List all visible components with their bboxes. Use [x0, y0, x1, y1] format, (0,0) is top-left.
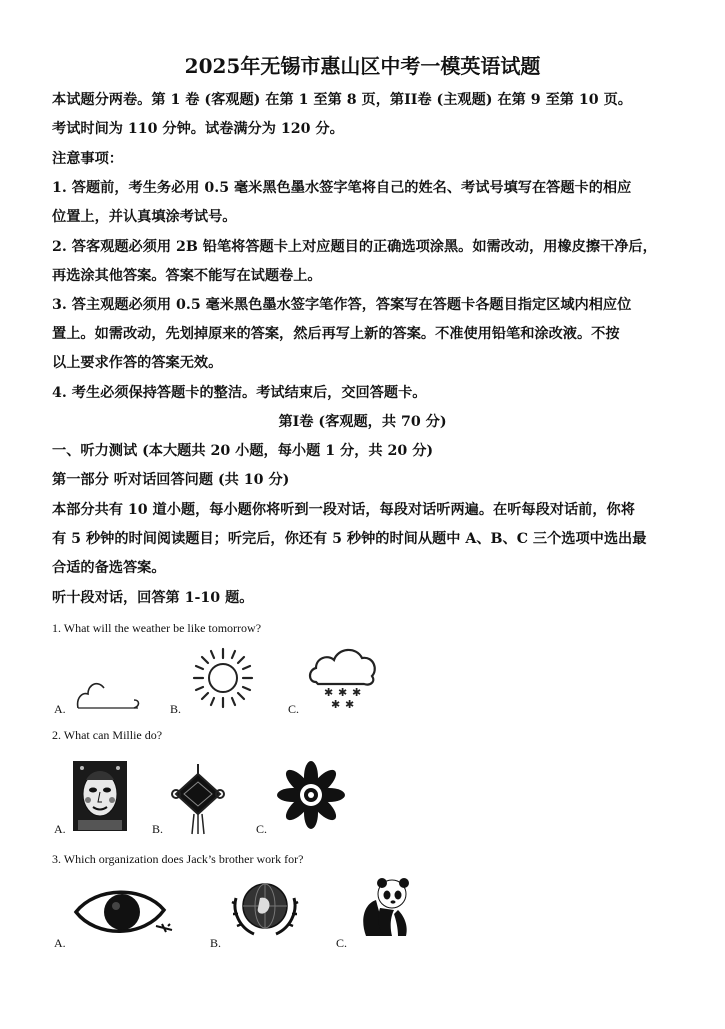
- option-label: C.: [336, 936, 348, 950]
- option-label: A.: [54, 936, 66, 950]
- option-label: B.: [170, 702, 182, 716]
- svg-text:✱: ✱: [331, 698, 341, 710]
- subsection1-desc: 本部分共有 10 道小题，每小题你将听到一段对话，每段对话听两遍。在听每段对话前，你将: [52, 502, 635, 518]
- notice-line: 1. 答题前，考生务必用 0.5 毫米黑色墨水签字笔将自己的姓名、考试号填写在答题卡的相应: [52, 180, 632, 196]
- cloud-icon: [74, 672, 146, 714]
- panda-logo-icon: [354, 876, 416, 940]
- page-title: 2025年无锡市惠山区中考一模英语试题: [184, 54, 541, 78]
- diamond-knot-icon: [170, 764, 226, 836]
- intro-line-1: 本试题分两卷。第 1 卷 (客观题) 在第 1 至第 8 页，第II卷 (主观题) 在第 9 至第 10 页。: [52, 92, 632, 108]
- question-2-text: 2. What can Millie do?: [52, 728, 163, 742]
- subsection1-desc: 合适的备选答案。: [52, 560, 166, 576]
- face-painting-icon: [72, 760, 128, 832]
- notice-heading: 注意事项：: [52, 151, 123, 167]
- option-label: A.: [54, 702, 66, 716]
- notice-line: 再选涂其他答案。答案不能写在试题卷上。: [52, 268, 322, 284]
- subsection1-title: 第一部分 听对话回答问题 (共 10 分): [52, 472, 290, 488]
- listen-instruction: 听十段对话，回答第 1-10 题。: [52, 590, 254, 606]
- option-label: C.: [288, 702, 300, 716]
- question-1-text: 1. What will the weather be like tomorrow?: [52, 621, 262, 635]
- svg-text:✱: ✱: [338, 686, 348, 699]
- snow-cloud-icon: [306, 640, 380, 710]
- part1-title: 第I卷 (客观题，共 70 分): [278, 414, 447, 430]
- sun-icon: [190, 645, 256, 711]
- question-3-text: 3. Which organization does Jack’s brother work for?: [52, 852, 304, 866]
- eye-plane-logo-icon: [72, 880, 178, 942]
- notice-line: 位置上，并认真填涂考试号。: [52, 209, 237, 225]
- notice-line: 以上要求作答的答案无效。: [52, 355, 223, 371]
- notice-line: 4. 考生必须保持答题卡的整洁。考试结束后，交回答题卡。: [52, 385, 427, 401]
- notice-line: 2. 答客观题必须用 2B 铅笔将答题卡上对应题目的正确选项涂黑。如需改动，用橡皮擦干净后，: [52, 239, 657, 255]
- option-label: A.: [54, 822, 66, 836]
- svg-text:✱: ✱: [324, 686, 334, 699]
- svg-text:✱: ✱: [352, 686, 362, 699]
- notice-line: 3. 答主观题必须用 0.5 毫米黑色墨水签字笔作答，答案写在答题卡各题目指定区域内相应位: [52, 297, 632, 313]
- paper-cut-flower-icon: [276, 760, 346, 830]
- svg-text:✱: ✱: [345, 698, 355, 710]
- intro-line-2: 考试时间为 110 分钟。试卷满分为 120 分。: [52, 121, 344, 137]
- notice-line: 置上。如需改动，先划掉原来的答案，然后再写上新的答案。不准使用铅笔和涂改液。不按: [52, 326, 620, 342]
- section1-title: 一、听力测试 (本大题共 20 小题，每小题 1 分，共 20 分): [52, 443, 434, 459]
- unicef-logo-icon: [230, 876, 300, 942]
- option-label: B.: [152, 822, 164, 836]
- option-label: C.: [256, 822, 268, 836]
- subsection1-desc: 有 5 秒钟的时间阅读题目；听完后，你还有 5 秒钟的时间从题中 A、B、C 三个选项中选出最: [52, 531, 647, 547]
- option-label: B.: [210, 936, 222, 950]
